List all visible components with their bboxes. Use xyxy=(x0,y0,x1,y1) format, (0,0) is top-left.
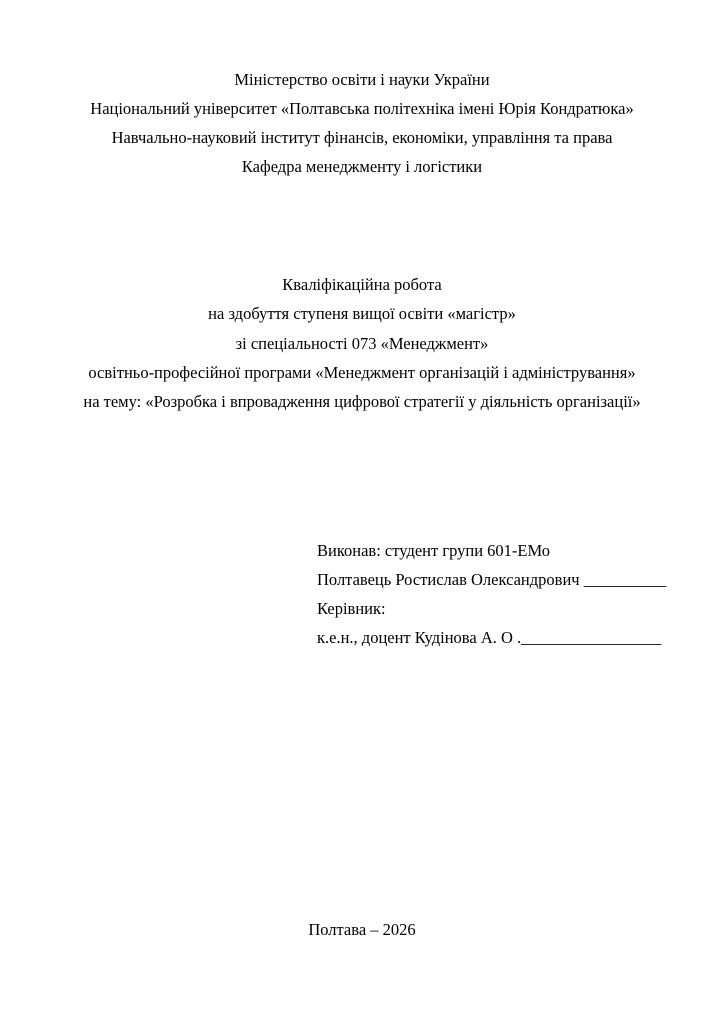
institute-name: Навчально-науковий інститут фінансів, економіки, управління та права xyxy=(111,128,613,147)
city-year: Полтава – 2026 xyxy=(308,920,416,939)
specialty-line: зі спеціальності 073 «Менеджмент» xyxy=(235,334,489,353)
supervisor-name: к.е.н., доцент Кудінова А. О ._________________ xyxy=(317,628,662,647)
work-type: Кваліфікаційна робота xyxy=(282,275,442,294)
university-name: Національний університет «Полтавська політехніка імені Юрія Кондратюка» xyxy=(90,99,634,118)
student-name: Полтавець Ростислав Олександрович __________ xyxy=(317,570,667,589)
performed-by: Виконав: студент групи 601-ЕМо xyxy=(317,541,550,560)
topic-line: на тему: «Розробка і впровадження цифрової стратегії у діяльність організації» xyxy=(83,392,641,411)
degree-line: на здобуття ступеня вищої освіти «магістр» xyxy=(208,304,516,323)
supervisor-label: Керівник: xyxy=(317,599,386,618)
program-line: освітньо-професійної програми «Менеджмент організацій і адміністрування» xyxy=(88,363,636,382)
ministry-name: Міністерство освіти і науки України xyxy=(234,70,490,89)
department-name: Кафедра менеджменту і логістики xyxy=(241,157,483,176)
